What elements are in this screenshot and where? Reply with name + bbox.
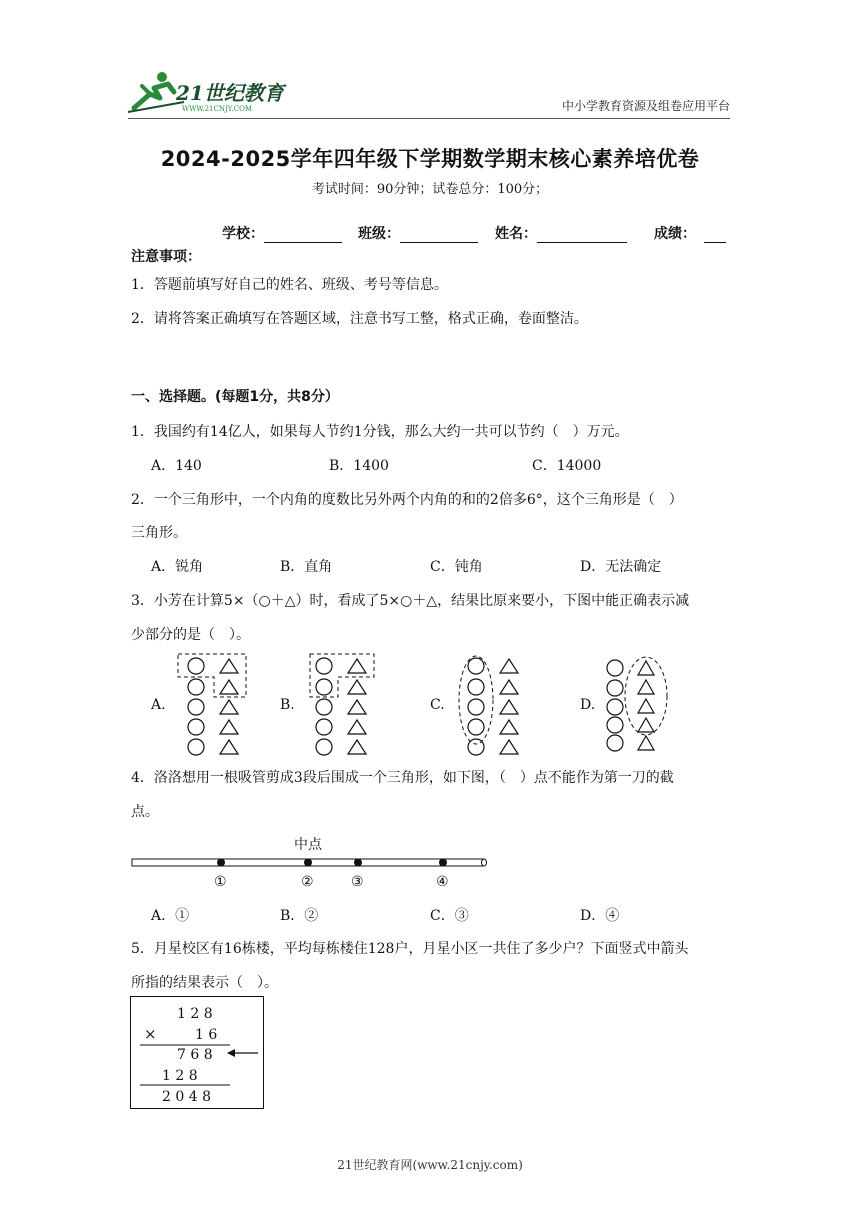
partial-product-1: 7 6 8 xyxy=(177,1047,213,1063)
final-product: 2 0 4 8 xyxy=(162,1089,211,1105)
question-1: 1．我国约有14亿人，如果每人节约1分钱，那么大约一共可以节约（ ）万元。 xyxy=(131,424,629,440)
partial-product-2: 1 2 8 xyxy=(162,1068,198,1084)
point-label: ③ xyxy=(351,874,364,890)
q3-option-d[interactable]: D. xyxy=(580,697,596,713)
cut-point-1 xyxy=(217,859,225,867)
times-sign: × xyxy=(144,1025,157,1043)
q2-option-c[interactable]: C．钝角 xyxy=(430,559,483,575)
cut-point-2 xyxy=(304,859,312,867)
question-2: 2．一个三角形中，一个内角的度数比另外两个内角的和的2倍多6°，这个三角形是（ ） xyxy=(131,492,683,508)
question-2-cont: 三角形。 xyxy=(131,525,187,541)
q2-option-d[interactable]: D．无法确定 xyxy=(580,559,662,575)
q4-straw-diagram xyxy=(128,832,492,892)
school-label: 学校： xyxy=(222,226,264,242)
point-label: ① xyxy=(214,874,227,890)
cut-point-4 xyxy=(439,859,447,867)
q3-option-a[interactable]: A. xyxy=(151,697,166,713)
exam-subtitle: 考试时间：90分钟；试卷总分：100分； xyxy=(311,182,549,197)
runner-icon xyxy=(124,68,294,114)
name-field xyxy=(495,223,627,243)
notice-item: 2．请将答案正确填写在答题区域，注意书写工整，格式正确，卷面整洁。 xyxy=(131,311,588,327)
q2-option-a[interactable]: A．锐角 xyxy=(151,559,204,575)
q3-option-c[interactable]: C. xyxy=(430,697,445,713)
class-field xyxy=(358,223,478,243)
point-label: ② xyxy=(301,874,314,890)
section-heading: 一、选择题。(每题1分，共8分） xyxy=(131,389,339,405)
name-blank[interactable] xyxy=(537,228,627,243)
q1-option-b[interactable]: B．1400 xyxy=(329,458,389,474)
multiplier: 1 6 xyxy=(195,1027,218,1043)
q5-vertical-multiplication xyxy=(130,996,265,1110)
q4-option-a[interactable]: A．① xyxy=(151,908,190,924)
score-label: 成绩： xyxy=(654,226,696,242)
q3-figure-c xyxy=(454,652,530,758)
question-3-cont: 少部分的是（ ）。 xyxy=(131,627,250,643)
class-label: 班级： xyxy=(358,226,400,242)
q2-option-b[interactable]: B．直角 xyxy=(280,559,333,575)
question-4: 4．洛洛想用一根吸管剪成3段后围成一个三角形，如下图，（ ）点不能作为第一刀的截 xyxy=(131,770,674,786)
class-blank[interactable] xyxy=(400,228,478,243)
cut-point-3 xyxy=(354,859,362,867)
question-5: 5．月星校区有16栋楼，平均每栋楼住128户，月星小区一共住了多少户？下面竖式中箭头 xyxy=(131,941,689,957)
q1-option-c[interactable]: C．14000 xyxy=(532,458,602,474)
school-field xyxy=(222,223,342,243)
name-label: 姓名： xyxy=(495,226,537,242)
platform-name: 中小学教育资源及组卷应用平台 xyxy=(561,99,730,113)
logo-text: 21世纪教育 xyxy=(176,81,284,105)
point-label: ④ xyxy=(436,874,449,890)
question-4-cont: 点。 xyxy=(131,804,159,820)
multiplicand: 1 2 8 xyxy=(177,1006,213,1022)
q3-option-b[interactable]: B. xyxy=(280,697,295,713)
question-5-cont: 所指的结果表示（ ）。 xyxy=(131,975,278,991)
question-3: 3．小芳在计算5×（○＋△）时，看成了5×○＋△，结果比原来要小，下图中能正确表示减 xyxy=(131,593,690,609)
q4-option-c[interactable]: C．③ xyxy=(430,908,469,924)
notice-heading: 注意事项： xyxy=(131,249,201,265)
midpoint-label: 中点 xyxy=(294,837,322,853)
q1-option-a[interactable]: A．140 xyxy=(151,458,202,474)
school-blank[interactable] xyxy=(264,228,342,243)
notice-item: 1．答题前填写好自己的姓名、班级、考号等信息。 xyxy=(131,277,448,293)
score-field xyxy=(654,223,726,243)
q3-figure-b xyxy=(304,652,380,758)
q4-option-d[interactable]: D．④ xyxy=(580,908,620,924)
logo xyxy=(124,68,294,114)
score-blank[interactable] xyxy=(704,228,726,243)
q4-option-b[interactable]: B．② xyxy=(280,908,319,924)
header-divider xyxy=(128,118,730,119)
logo-url: WWW.21CNJY.COM xyxy=(182,105,252,113)
q3-figure-d xyxy=(602,652,678,752)
exam-title: 2024-2025学年四年级下学期数学期末核心素养培优卷 xyxy=(160,147,700,171)
q3-figure-a xyxy=(176,652,252,758)
footer: 21世纪教育网(www.21cnjy.com) xyxy=(337,1158,523,1172)
